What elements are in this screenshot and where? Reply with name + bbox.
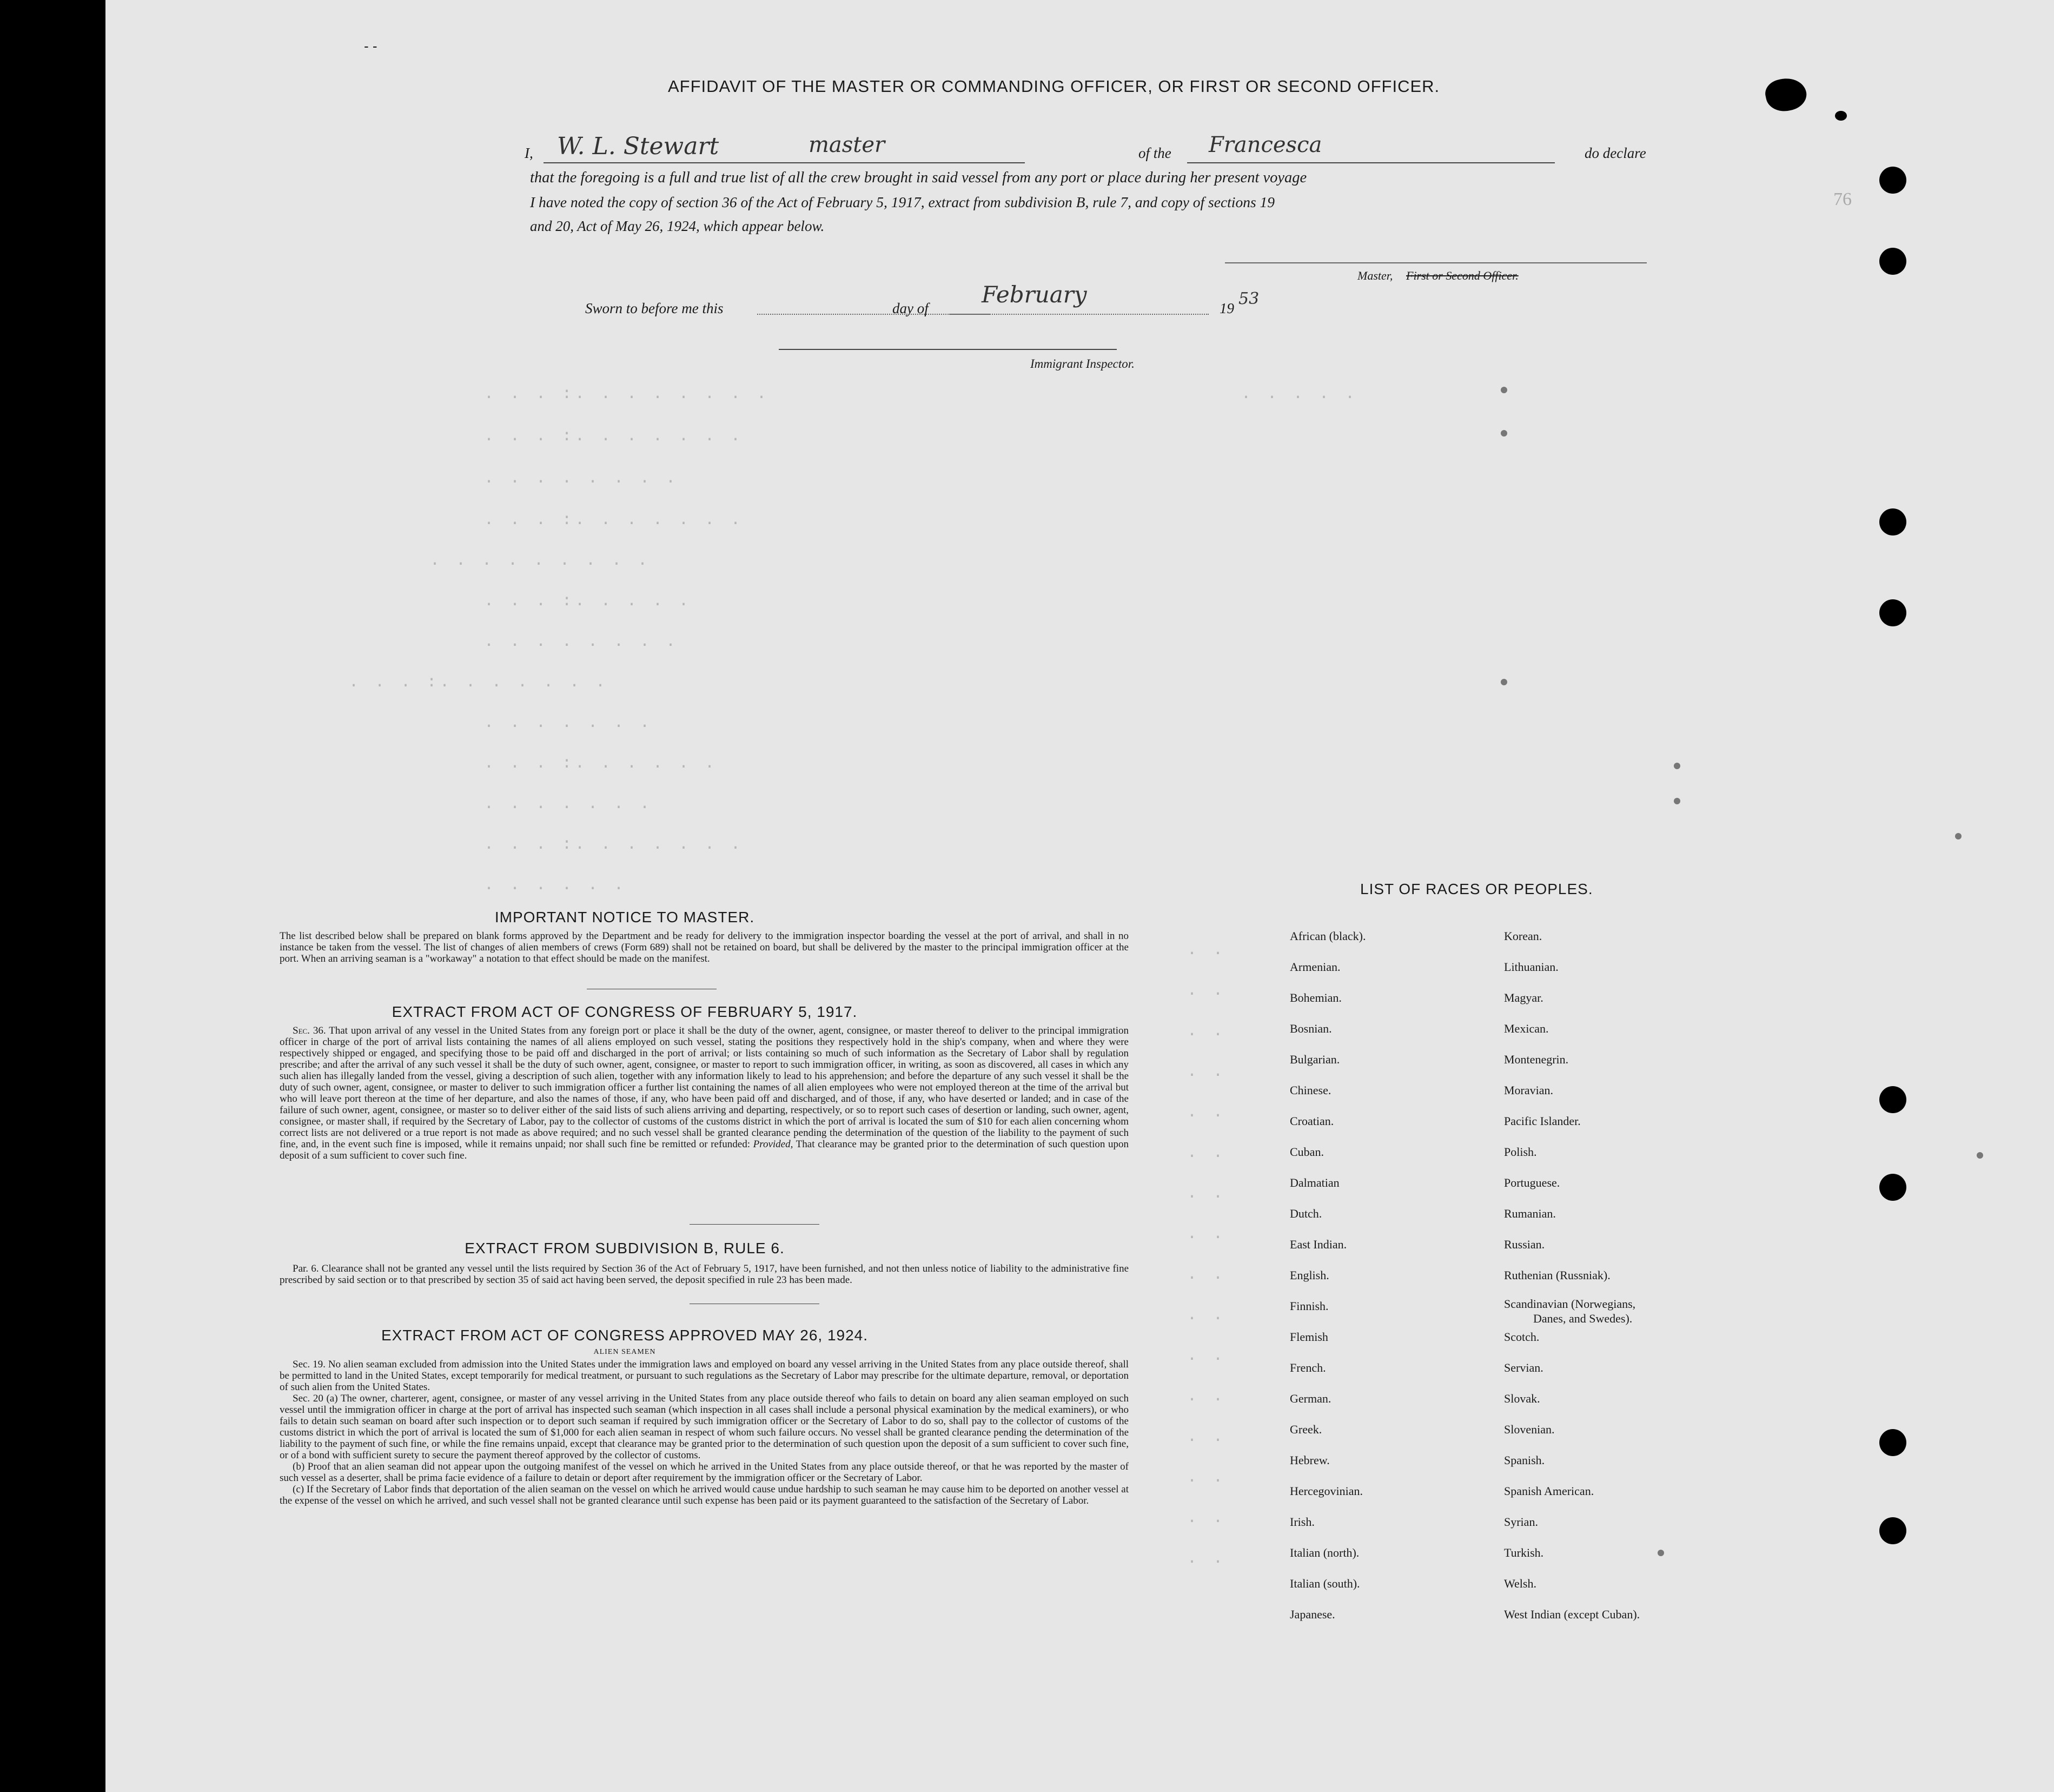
race-left: Hebrew. bbox=[1290, 1453, 1330, 1467]
race-right: Scotch. bbox=[1504, 1330, 1540, 1344]
punch-hole bbox=[1879, 1086, 1906, 1113]
race-right: Russian. bbox=[1504, 1238, 1545, 1251]
sworn-label: Sworn to before me this bbox=[585, 300, 724, 316]
race-right: Spanish. bbox=[1504, 1453, 1545, 1467]
race-left: Greek. bbox=[1290, 1423, 1322, 1436]
day-of-label: day of bbox=[892, 300, 929, 316]
race-left: Bohemian. bbox=[1290, 991, 1342, 1004]
affidavit-line-3: I have noted the copy of section 36 of the Act of February 5, 1917, extract from subdivision B, rule 7, and copy of sections 19 bbox=[530, 194, 1275, 210]
divider bbox=[690, 1224, 819, 1225]
sec-20a-text: Sec. 20 (a) The owner, charterer, agent, consignee, or master of any vessel arriving in the United States from any place outside thereof who fails to detain on board any alien seaman employed on such vessel until the immigration officer in charge at the port of arrival has inspected such seaman (which inspection in all cases shall include a personal physical examination by the medical examiners), or who fails to detain such seaman on board after such inspection or to deport such seaman if required by such immigration officer or the Secretary of Labor to do so, shall pay to the collector of customs of the customs district in which the port of arrival is located the sum of $1,000 for each alien seaman in respect of whom such failure occurs. No vessel shall be granted clearance pending the determination of the liability to the payment of such fine, or while the fine remains unpaid, except that clearance may be granted prior to the determination of such question upon the deposit of a sum sufficient to cover such fine, or of a bond with sufficient surety to secure the payment thereof approved by the collector of customs. bbox=[280, 1393, 1129, 1461]
sworn-month-line bbox=[949, 314, 1209, 315]
race-left: Flemish bbox=[1290, 1330, 1328, 1344]
margin-mark: - - bbox=[364, 38, 377, 54]
race-right: Welsh. bbox=[1504, 1577, 1536, 1590]
punch-hole bbox=[1879, 1517, 1906, 1544]
race-left: French. bbox=[1290, 1361, 1326, 1374]
punch-hole bbox=[1879, 1174, 1906, 1201]
sworn-year: 53 bbox=[1238, 289, 1260, 308]
race-left: Bosnian. bbox=[1290, 1022, 1332, 1035]
races-title: LIST OF RACES OR PEOPLES. bbox=[1360, 881, 1593, 897]
race-left: Dalmatian bbox=[1290, 1176, 1340, 1189]
race-right: Ruthenian (Russniak). bbox=[1504, 1268, 1611, 1282]
extract-1924-text bbox=[280, 1359, 1129, 1506]
sworn-month: February bbox=[982, 281, 1087, 308]
sec-20b-text: (b) Proof that an alien seaman did not appear upon the outgoing manifest of the vessel on which he arrived in the United States from any place outside thereof, or that he was reported by the master of such vessel as a deserter, shall be prima facie evidence of a failure to detain or deport after requirement by the immigration officer or the Secretary of Labor. bbox=[280, 1461, 1129, 1484]
punch-hole bbox=[1879, 248, 1906, 275]
race-right: Magyar. bbox=[1504, 991, 1543, 1004]
affidavit-line-4: and 20, Act of May 26, 1924, which appear below. bbox=[530, 218, 825, 234]
race-left: Cuban. bbox=[1290, 1145, 1324, 1159]
race-right: Mexican. bbox=[1504, 1022, 1549, 1035]
inspector-line bbox=[779, 349, 1117, 350]
race-left: Hercegovinian. bbox=[1290, 1484, 1363, 1498]
bleed-through-area: . . . :. . . . . . . . . . . . . . . . :. . . . . . . . . . . . . . . . . . :. . . . . . . . . . . . . . . . . . . :. . . . . . . . . . . . . . . . :. . . . . . . . . . . . . . . . . :. . . . . . . . . . . . . . . . :. . . . . . . . . . . . . . . . . . . . . . . . . . . . . . . . . . . . . . . . . . . . . bbox=[105, 0, 2054, 1792]
race-left: Armenian. bbox=[1290, 960, 1341, 974]
provided-label: Provided, bbox=[753, 1139, 793, 1150]
sec-19-label: Sec. 19. bbox=[293, 1359, 326, 1370]
sec-36-label: Sec. 36. bbox=[293, 1025, 326, 1036]
race-left: English. bbox=[1290, 1268, 1329, 1282]
punch-hole bbox=[1879, 508, 1906, 535]
affidavit-title: AFFIDAVIT OF THE MASTER OR COMMANDING OFFICER, OR FIRST OR SECOND OFFICER. bbox=[668, 77, 1440, 96]
document-page bbox=[105, 0, 2054, 1792]
vessel-line bbox=[1187, 162, 1555, 163]
extract-1917-text bbox=[280, 1025, 1129, 1161]
race-right: Slovenian. bbox=[1504, 1423, 1555, 1436]
extract-1924-title: EXTRACT FROM ACT OF CONGRESS APPROVED MAY 26, 1924. bbox=[381, 1327, 869, 1344]
par-6-label: Par. 6. bbox=[293, 1263, 319, 1274]
race-right: Turkish. bbox=[1504, 1546, 1544, 1559]
race-left: East Indian. bbox=[1290, 1238, 1347, 1251]
master-label: Master, bbox=[1357, 269, 1393, 282]
race-left: Chinese. bbox=[1290, 1083, 1331, 1097]
alien-seamen-subtitle: ALIEN SEAMEN bbox=[593, 1348, 656, 1356]
sec-19-body: No alien seaman excluded from admission into the United States under the immigration laws and employed on board any vessel arriving in the United States from any place outside thereof, shall be permitted to land in the United States, except temporarily for medical treatment, or pursuant to such regulations as the Secretary of Labor may prescribe for the ultimate departure, removal, or deportation of such alien from the United States. bbox=[280, 1359, 1129, 1393]
sec-36-text: That upon arrival of any vessel in the United States from any foreign port or place it shall be the duty of the owner, agent, consignee, or master thereof to deliver to the principal immigration officer in charge of the port of arrival lists containing the names of all aliens employed on such vessel, stating the positions they respectively hold in the ship's company, when and where they were respectively shipped or engaged, and specifying those to be paid off and discharged in the port of arrival; or lists containing so much of such information as the Secretary of Labor shall by regulation prescribe; and after the arrival of any such vessel it shall be the duty of such owner, agent, consignee, or master to report to such immigration officer, in writing, as soon as discovered, all cases in which any such alien has illegally landed from the vessel, giving a description of such alien, together with any information likely to lead to his apprehension; and before the departure of any such vessel it shall be the duty of such owner, agent, consignee, or master to deliver to such immigration officer a further list containing the names of all alien employees who were not employed thereon at the time of the arrival but who will leave port thereon at the time of her departure, and also the names of those, if any, who have been paid off and discharged, and of those, if any, who have deserted or landed; and in case of the failure of such owner, agent, consignee, or master so to deliver either of the said lists of such aliens arriving and departing, respectively, or so to report such cases of desertion or landing, such owner, agent, consignee, or master shall, if required by the Secretary of Labor, pay to the collector of customs of the customs district in which the port of arrival is located the sum of $10 for each alien concerning whom correct lists are not delivered or a true report is not made as above required; and no such vessel shall be granted clearance pending the determination of the question of the liability to the payment of such fine, and, in the event such fine is imposed, while it remains unpaid; nor shall such fine be remitted or refunded: bbox=[280, 1025, 1129, 1150]
notice-title: IMPORTANT NOTICE TO MASTER. bbox=[494, 909, 755, 925]
race-left: Italian (south). bbox=[1290, 1577, 1360, 1590]
declarant-label: I, bbox=[525, 145, 533, 161]
race-right: Pacific Islander. bbox=[1504, 1114, 1581, 1128]
race-left: Dutch. bbox=[1290, 1207, 1322, 1220]
race-left: African (black). bbox=[1290, 929, 1366, 943]
punch-hole bbox=[1879, 1429, 1906, 1456]
struck-officer-label: First or Second Officer. bbox=[1406, 269, 1519, 282]
extract-1917-title: EXTRACT FROM ACT OF CONGRESS OF FEBRUARY 5, 1917. bbox=[392, 1003, 858, 1020]
par-6-text: Clearance shall not be granted any vessel until the lists required by Section 36 of the Act of February 5, 1917, have been furnished, and not then unless notice of liability to the administrative fine prescribed by said section or to that prescribed by section 35 of said act having been served, the deposit specified in rule 23 has been made. bbox=[280, 1263, 1129, 1286]
race-left: Bulgarian. bbox=[1290, 1053, 1340, 1066]
sec-19-text bbox=[280, 1359, 1129, 1393]
race-left: Japanese. bbox=[1290, 1608, 1335, 1621]
margin-side-number: 76 bbox=[1833, 189, 1852, 209]
race-right: Spanish American. bbox=[1504, 1484, 1594, 1498]
of-the-label: of the bbox=[1138, 145, 1171, 161]
race-right: Montenegrin. bbox=[1504, 1053, 1569, 1066]
sec-20c-text: (c) If the Secretary of Labor finds that deportation of the alien seaman on the vessel on which he arrived would cause undue hardship to such seaman he may cause him to be deported on another vessel at the expense of the vessel on which he arrived, and such vessel shall not be granted clearance until such expense has been paid or its payment guaranteed to the satisfaction of the Secretary of Labor. bbox=[280, 1484, 1129, 1506]
subdivision-title: EXTRACT FROM SUBDIVISION B, RULE 6. bbox=[465, 1240, 785, 1257]
subdivision-text bbox=[280, 1263, 1129, 1286]
vessel-name: Francesca bbox=[1209, 133, 1322, 157]
declarant-line bbox=[544, 162, 1025, 163]
signature-line bbox=[1225, 262, 1647, 263]
race-right: Polish. bbox=[1504, 1145, 1537, 1159]
sec-36-text-end: That clearance may be granted prior to the determination of such question upon deposit of a sum sufficient to cover such fine. bbox=[280, 1139, 1129, 1161]
race-left: Italian (north). bbox=[1290, 1546, 1360, 1559]
punch-hole bbox=[1879, 167, 1906, 194]
race-right: Rumanian. bbox=[1504, 1207, 1556, 1220]
inspector-label: Immigrant Inspector. bbox=[1030, 357, 1135, 371]
race-right: Moravian. bbox=[1504, 1083, 1554, 1097]
race-left: Irish. bbox=[1290, 1515, 1315, 1529]
year-prefix: 19 bbox=[1220, 300, 1234, 316]
race-right: Syrian. bbox=[1504, 1515, 1538, 1529]
race-left: Croatian. bbox=[1290, 1114, 1334, 1128]
race-right: Scandinavian (Norwegians, bbox=[1504, 1297, 1636, 1311]
race-right-continuation: Danes, and Swedes). bbox=[1533, 1312, 1633, 1325]
race-left: Finnish. bbox=[1290, 1299, 1329, 1313]
affidavit-line-2: that the foregoing is a full and true list of all the crew brought in said vessel from any port or place during her present voyage bbox=[530, 169, 1307, 186]
race-right: Portuguese. bbox=[1504, 1176, 1560, 1189]
race-right: Slovak. bbox=[1504, 1392, 1540, 1405]
declarant-rank: master bbox=[809, 133, 885, 157]
race-left: German. bbox=[1290, 1392, 1331, 1405]
declarant-name: W. L. Stewart bbox=[557, 133, 719, 160]
notice-text: The list described below shall be prepared on blank forms approved by the Department and be ready for delivery to the immigration inspector boarding the vessel at the port of arrival, and shall in no instance be taken from the vessel. The list of changes of alien members of crews (Form 689) shall not be retained on board, but shall be delivered by the master to the principal immigration officer at the port. When an arriving seaman is a "workaway" a notation to that effect should be made on the manifest. bbox=[280, 930, 1129, 964]
race-right: Korean. bbox=[1504, 929, 1542, 943]
do-declare-label: do declare bbox=[1585, 145, 1646, 161]
race-right: Servian. bbox=[1504, 1361, 1543, 1374]
race-right: West Indian (except Cuban). bbox=[1504, 1608, 1640, 1621]
hole-mark bbox=[1835, 111, 1847, 121]
punch-hole bbox=[1879, 599, 1906, 626]
race-right: Lithuanian. bbox=[1504, 960, 1559, 974]
